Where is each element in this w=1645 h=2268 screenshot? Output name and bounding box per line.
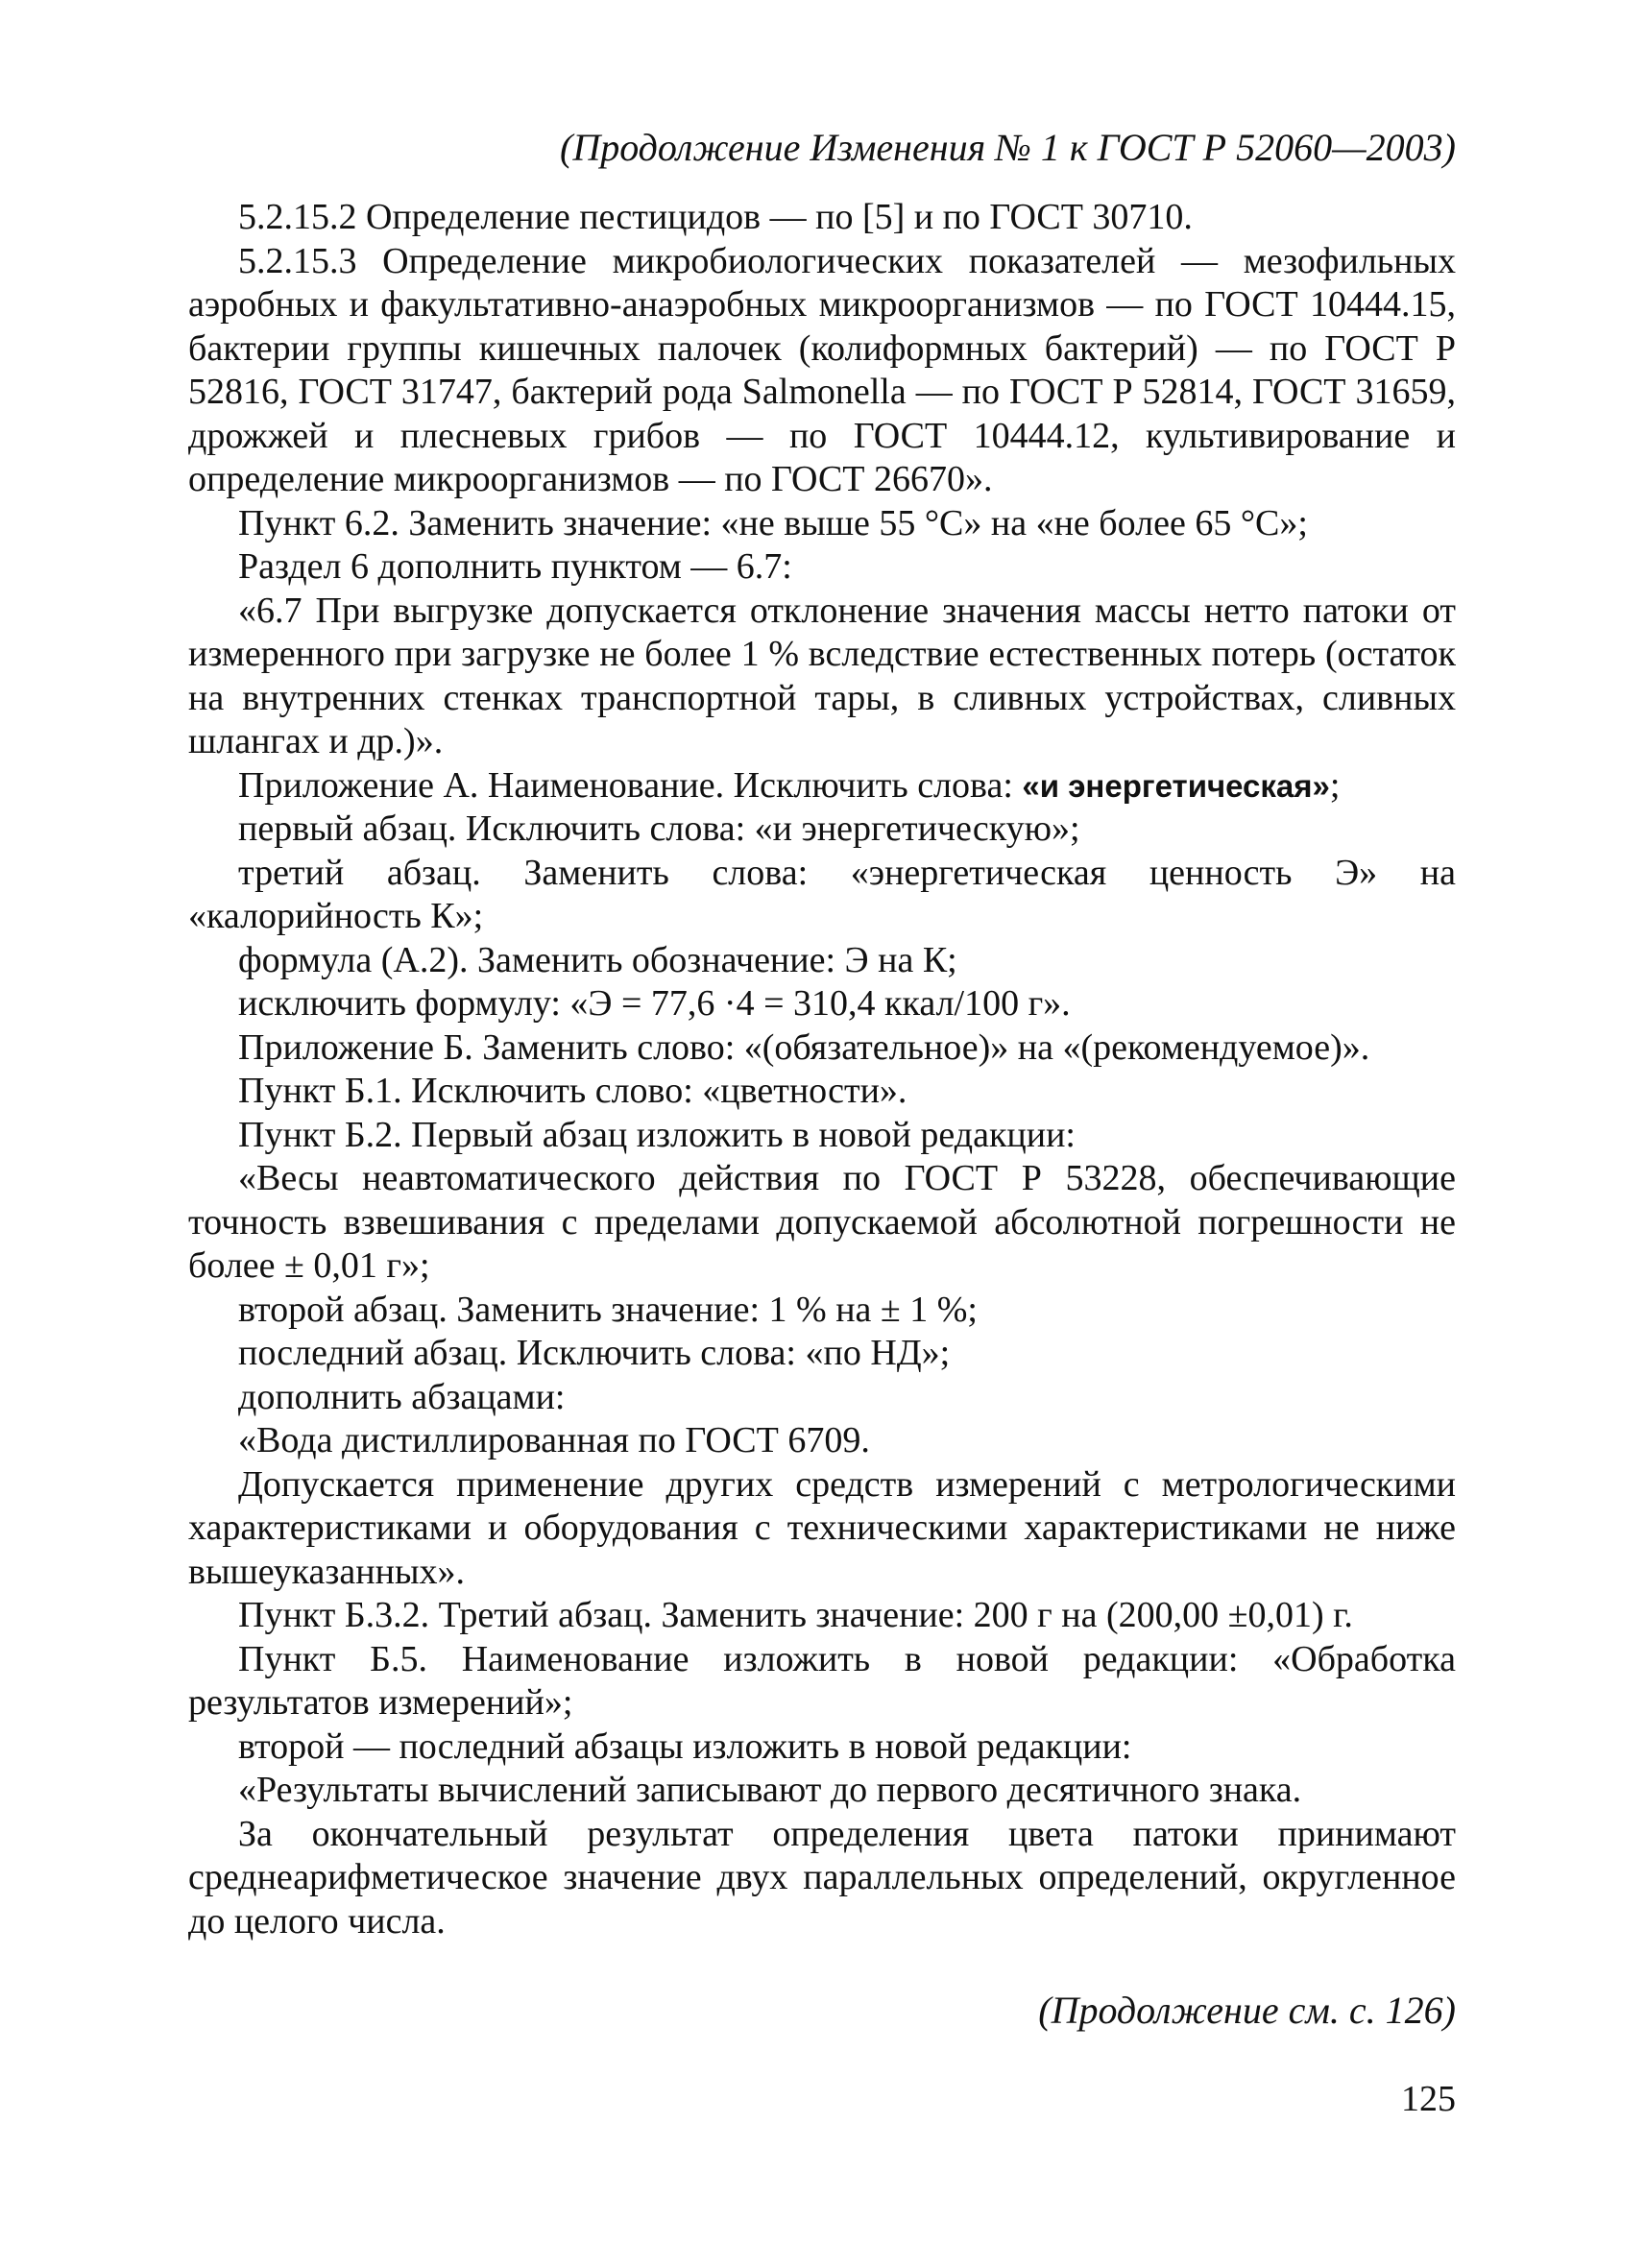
page-number: 125 (1401, 2079, 1456, 2119)
paragraph: второй — последний абзацы изложить в новой редакции: (238, 1725, 1132, 1767)
document-body (188, 196, 1456, 1943)
paragraph: «6.7 При выгрузке допускается отклонение значения массы нетто патоки от измеренного при загрузке не более 1 % вследствие естественных потерь (остаток на внутренних стенках транспортной тары, в сливных устройствах, сливных шлангах и др.)». (188, 590, 1456, 761)
paragraph: Раздел 6 дополнить пунктом — 6.7: (238, 546, 792, 587)
bold-fragment: «и энергетическая» (1022, 767, 1330, 804)
paragraph: первый абзац. Исключить слова: «и энергетическую»; (238, 808, 1080, 849)
paragraph: Пункт Б.1. Исключить слово: «цветности». (238, 1071, 907, 1111)
paragraph: дополнить абзацами: (238, 1376, 566, 1417)
paragraph: За окончательный результат определения цвета патоки принимают среднеарифметическое значение двух параллельных определений, округленное до целого числа. (188, 1813, 1456, 1942)
paragraph: 5.2.15.3 Определение микробиологических показателей — мезофильных аэробных и факультативно-анаэробных микроорганизмов — по ГОСТ 10444.15, бактерии группы кишечных палочек (колиформных бактерий) — по ГОСТ Р 52816, ГОСТ 31747, бактерий рода Salmonella — по ГОСТ Р 52814, ГОСТ 31659, дрожжей и плесневых грибов — по ГОСТ 10444.12, культивирование и определение микроорганизмов — по ГОСТ 26670». (188, 240, 1456, 499)
paragraph: Пункт Б.3.2. Третий абзац. Заменить значение: 200 г на (200,00 ±0,01) г. (238, 1595, 1353, 1635)
paragraph: Приложение Б. Заменить слово: «(обязательное)» на «(рекомендуемое)». (238, 1026, 1370, 1068)
paragraph: «Весы неавтоматического действия по ГОСТ Р 53228, обеспечивающие точность взвешивания с пределами допускаемой абсолютной погрешности не более ± 0,01 г»; (188, 1158, 1456, 1286)
paragraph: «Вода дистиллированная по ГОСТ 6709. (238, 1420, 870, 1460)
paragraph: Допускается применение других средств измерений с метрологическими характеристиками и оборудования с техническими характеристиками не ниже вышеуказанных». (188, 1463, 1456, 1592)
page-header: (Продолжение Изменения № 1 к ГОСТ Р 52060—2003) (560, 126, 1456, 169)
text-fragment: Приложение А. Наименование. Исключить слова: (238, 764, 1023, 806)
paragraph: последний абзац. Исключить слова: «по НД»; (238, 1333, 951, 1373)
paragraph: 5.2.15.2 Определение пестицидов — по [5] и по ГОСТ 30710. (238, 197, 1193, 237)
paragraph-appendix-a (188, 764, 1456, 808)
paragraph: Пункт Б.5. Наименование изложить в новой редакции: «Обработка результатов измерений»; (188, 1638, 1456, 1723)
paragraph: формула (А.2). Заменить обозначение: Э на К; (238, 939, 957, 980)
continuation-note: (Продолжение см. с. 126) (1038, 1989, 1456, 2032)
paragraph: второй абзац. Заменить значение: 1 % на ± 1 %; (238, 1289, 978, 1330)
paragraph: третий абзац. Заменить слова: «энергетическая ценность Э» на «калорийность К»; (188, 852, 1456, 936)
document-page (188, 125, 1456, 2034)
text-fragment: ; (1329, 764, 1341, 806)
paragraph: Пункт Б.2. Первый абзац изложить в новой редакции: (238, 1114, 1076, 1155)
paragraph: Пункт 6.2. Заменить значение: «не выше 55 °С» на «не более 65 °С»; (238, 502, 1308, 543)
paragraph: «Результаты вычислений записывают до первого десятичного знака. (238, 1770, 1302, 1810)
paragraph: исключить формулу: «Э = 77,6 ·4 = 310,4 ккал/100 г». (238, 983, 1071, 1024)
